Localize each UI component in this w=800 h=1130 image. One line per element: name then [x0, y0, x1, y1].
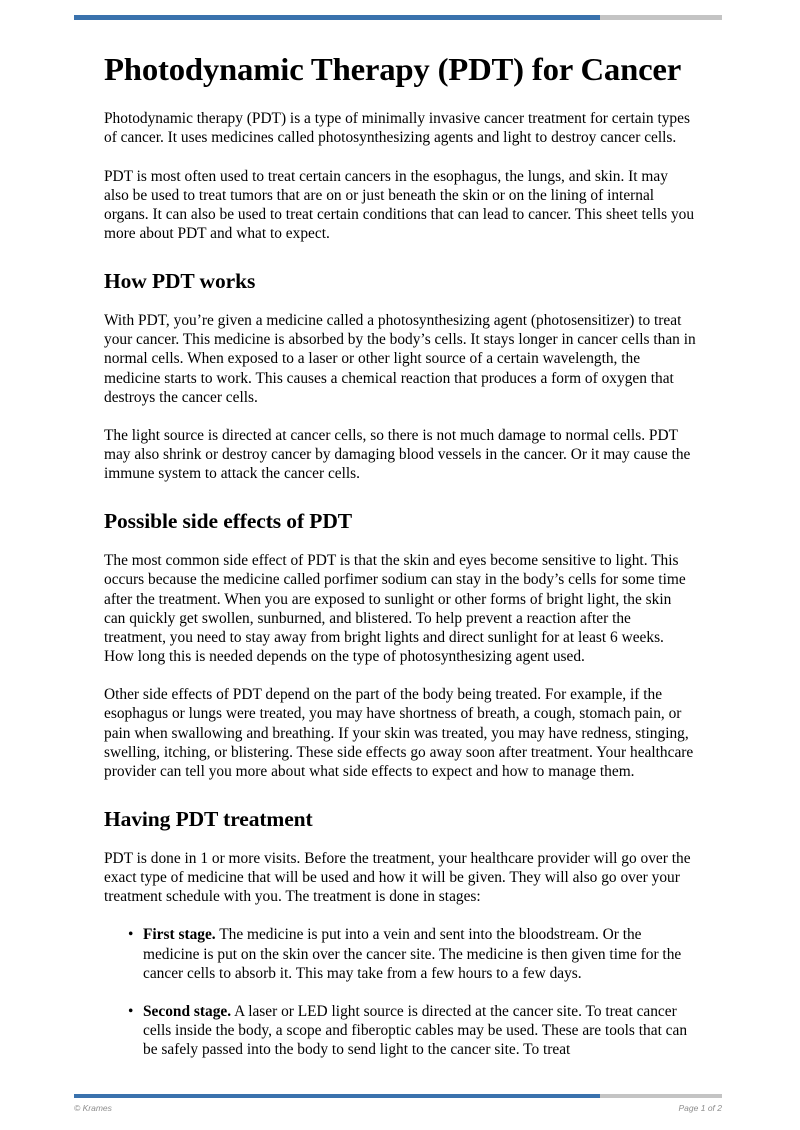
footer-rule-gray-segment	[600, 1094, 722, 1098]
footer-copyright: © Krames	[74, 1103, 112, 1113]
treatment-stage-list	[104, 925, 696, 1059]
list-item	[104, 1002, 696, 1060]
footer-page-indicator: Page 1 of 2	[678, 1103, 722, 1113]
footer-rule-blue-segment	[74, 1094, 600, 1098]
stage-description-first: The medicine is put into a vein and sent into the bloodstream. Or the medicine is put on the skin over the cancer site. The medicine is then given time for the cancer cells to absorb it. This may take from a few hours to a few days.	[143, 926, 682, 982]
side-effects-paragraph-1: The most common side effect of PDT is that the skin and eyes become sensitive to light. This occurs because the medicine called porfimer sodium can stay in the body’s cells for some time after the treatment. When you are exposed to sunlight or other forms of bright light, the skin can quickly get swollen, sunburned, and blistered. To help prevent a reaction after the treatment, you need to stay away from bright lights and direct sunlight for at least 6 weeks. How long this is needed depends on the type of photosynthesizing agent used.	[104, 552, 686, 666]
intro-paragraph-2: PDT is most often used to treat certain cancers in the esophagus, the lungs, and skin. It may also be used to treat tumors that are on or just beneath the skin or on the lining of internal organs. It can also be used to treat certain conditions that can lead to cancer. This sheet tells you more about PDT and what to expect.	[104, 167, 695, 243]
side-effects-paragraph-2: Other side effects of PDT depend on the part of the body being treated. For example, if the esophagus or lungs were treated, you may have shortness of breath, a cough, stomach pain, or pain when swallowing and breathing. If your skin was treated, you may have redness, stinging, swelling, itching, or blistering. These side effects go away soon after treatment. Your healthcare provider can tell you more about what side effects to expect and how to manage them.	[104, 686, 694, 780]
how-pdt-works-paragraph-2: The light source is directed at cancer cells, so there is not much damage to normal cells. PDT may also shrink or destroy cancer by damaging blood vessels in the cancer. Or it may cause the immune system to attack the cancer cells.	[104, 426, 691, 483]
page-title: Photodynamic Therapy (PDT) for Cancer	[104, 52, 682, 87]
bullet-point-icon: •	[128, 926, 134, 944]
section-heading-having-pdt-treatment: Having PDT treatment	[104, 807, 313, 832]
page-footer	[74, 1100, 722, 1116]
document-content	[104, 52, 696, 1060]
header-accent-rule	[74, 15, 722, 20]
intro-paragraph-1: Photodynamic therapy (PDT) is a type of minimally invasive cancer treatment for certain types of cancer. It uses medicines called photosynthesizing agents and light to destroy cancer cells.	[104, 110, 690, 147]
stage-description-second: A laser or LED light source is directed at the cancer site. To treat cancer cells inside the body, a scope and fiberoptic cables may be used. These are tools that can be safely passed into the body to send light to the cancer site. To treat	[143, 1002, 688, 1059]
footer-accent-rule	[74, 1094, 722, 1098]
header-rule-blue-segment	[74, 15, 600, 20]
stage-label-second: Second stage.	[143, 1002, 232, 1020]
header-rule-gray-segment	[600, 15, 722, 20]
having-treatment-paragraph-1: PDT is done in 1 or more visits. Before the treatment, your healthcare provider will go over the exact type of medicine that will be used and how it will be given. They will also go over your treatment schedule with you. The treatment is done in stages:	[104, 849, 691, 906]
how-pdt-works-paragraph-1: With PDT, you’re given a medicine called a photosynthesizing agent (photosensitizer) to treat your cancer. This medicine is absorbed by the body’s cells. It stays longer in cancer cells than in normal cells. When exposed to a laser or other light source of a certain wavelength, the medicine starts to work. This causes a chemical reaction that produces a form of oxygen that destroys the cancer cells.	[104, 312, 696, 406]
list-item	[104, 925, 696, 983]
section-heading-how-pdt-works: How PDT works	[104, 269, 256, 294]
stage-label-first: First stage.	[143, 926, 216, 944]
section-heading-possible-side-effects: Possible side effects of PDT	[104, 509, 352, 534]
bullet-point-icon: •	[128, 1002, 134, 1020]
